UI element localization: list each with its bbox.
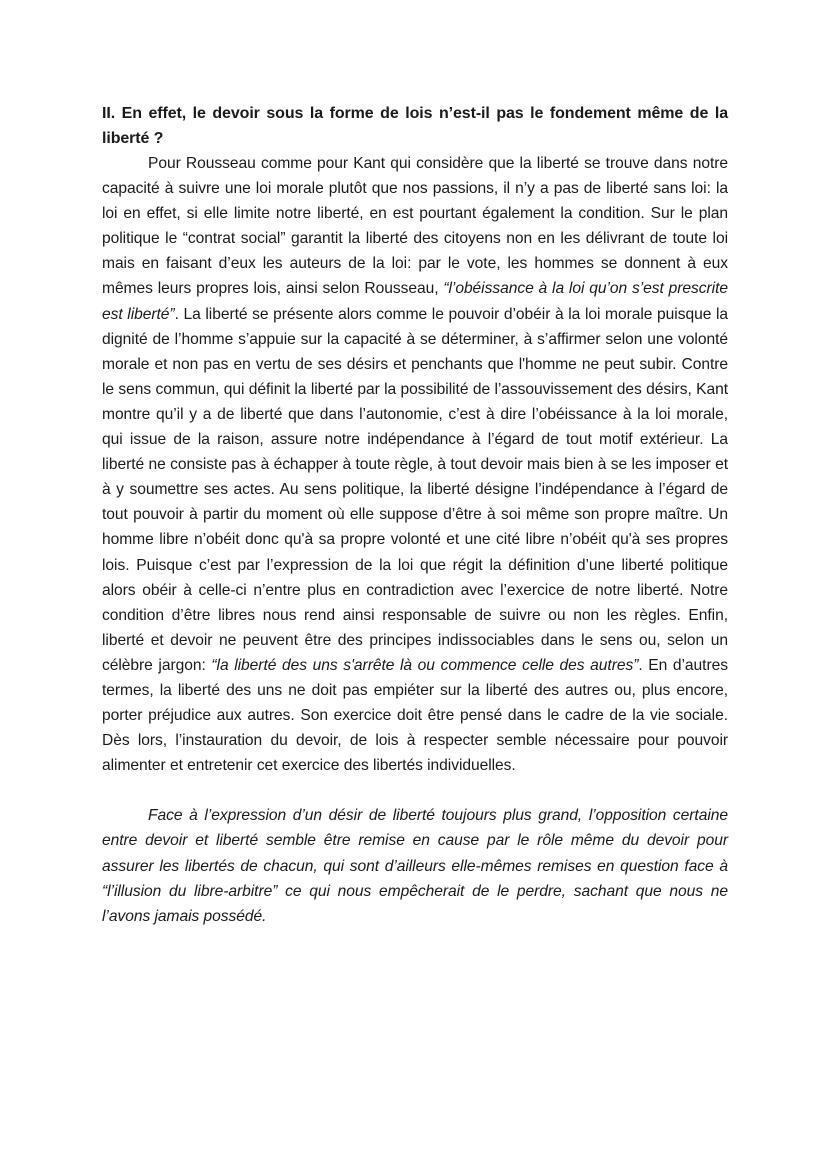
liberty-quote: “la liberté des uns s'arrête là ou commence celle des autres”: [211, 656, 639, 674]
paragraph-text-part2: . La liberté se présente alors comme le pouvoir d’obéir à la loi morale puisque la dignité de l’homme s’appuie sur la capacité à se déterminer, à s’affirmer selon une volonté morale et non pas en vertu de ses désirs et penchants que l'homme ne peut subir. Contre le sens commun, qui définit la liberté par la possibilité de l’assouvissement des désirs, Kant montre qu’il y a de liberté que dans l’autonomie, c’est à dire l’obéissance à la loi morale, qui issue de la raison, assure notre indépendance à l’égard de tout motif extérieur. La liberté ne consiste pas à échapper à toute règle, à tout devoir mais bien à se les imposer et à y soumettre ses actes. Au sens politique, la liberté désigne l’indépendance à l’égard de tout pouvoir à partir du moment où elle suppose d’être à soi même son propre maître. Un homme libre n’obéit donc qu'à sa propre volonté et une cité libre n’obéit qu'à ses propres lois. Puisque c’est par l’expression de la loi que régit la définition d’une liberté politique alors obéir à celle-ci n’entre plus en contradiction avec l’exercice de notre liberté. Notre condition d’être libres nous rend ainsi responsable de suivre ou non les règles. Enfin, liberté et devoir ne peuvent être des principes indissociables dans le sens ou, selon un célèbre jargon:: [102, 305, 728, 674]
document-body: [102, 101, 728, 929]
paragraph-text-part1: Pour Rousseau comme pour Kant qui considère que la liberté se trouve dans notre capacité à suivre une loi morale plutôt que nos passions, il n’y a pas de liberté sans loi: la loi en effet, si elle limite notre liberté, en est pourtant également la condition. Sur le plan politique le “contrat social” garantit la liberté des citoyens non en les délivrant de toute loi mais en faisant d’eux les auteurs de la loi: par le vote, les hommes se donnent à eux mêmes leurs propres lois, ainsi selon Rousseau,: [102, 155, 728, 298]
section-heading: II. En effet, le devoir sous la forme de lois n’est-il pas le fondement même de la liberté ?: [102, 105, 728, 147]
conclusion-paragraph: Face à l’expression d’un désir de liberté toujours plus grand, l’opposition certaine entre devoir et liberté semble être remise en cause par le rôle même du devoir pour assurer les libertés de chacun, qui sont d’ailleurs elle-mêmes remises en question face à “l’illusion du libre-arbitre” ce qui nous empêcherait de le perdre, sachant que nous ne l’avons jamais possédé.: [102, 807, 728, 925]
rousseau-quote: “l’obéissance à la loi qu’on s’est prescrite est liberté”: [102, 280, 728, 323]
main-paragraph: [102, 151, 728, 778]
paragraph-text-part3: . En d’autres termes, la liberté des uns ne doit pas empiéter sur la liberté des autres ou, plus encore, porter préjudice aux autres. Son exercice doit être pensé dans le cadre de la vie sociale. Dès lors, l’instauration du devoir, de lois à respecter semble nécessaire pour pouvoir alimenter et entretenir cet exercice des libertés individuelles.: [102, 656, 728, 775]
